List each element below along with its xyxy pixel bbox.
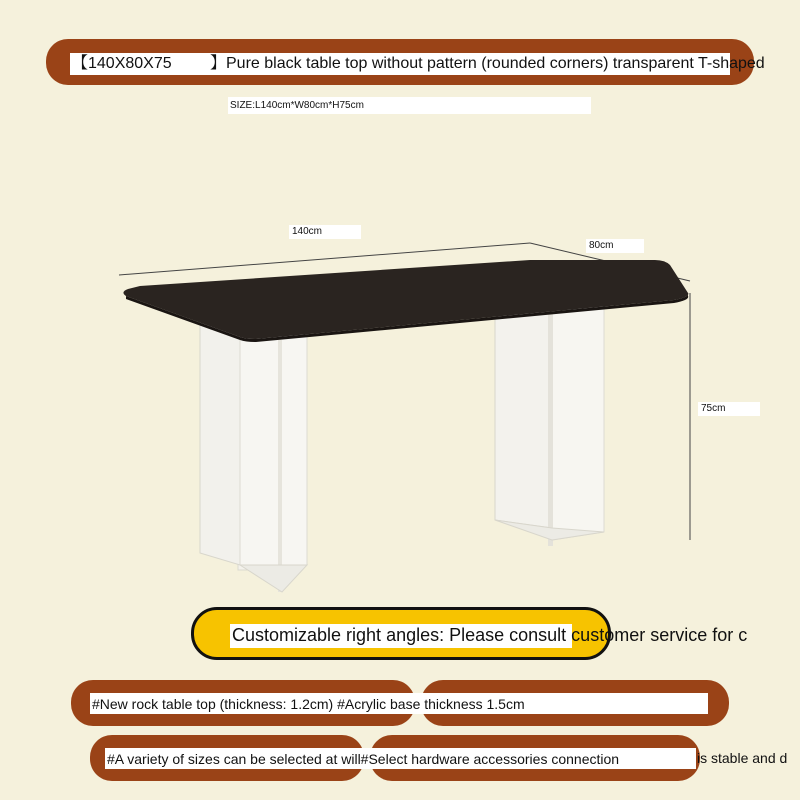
- feature-line-2-part2: is stable and d: [697, 751, 788, 766]
- custom-banner-text: Customizable right angles: Please consult customer service for c: [230, 624, 800, 648]
- size-line: SIZE:L140cm*W80cm*H75cm: [228, 97, 591, 114]
- header-description: 】Pure black table top without pattern (rounded corners) transparent T-shaped: [208, 53, 800, 75]
- feature-line-1: #New rock table top (thickness: 1.2cm) #Acrylic base thickness 1.5cm: [90, 693, 708, 714]
- width-label: 80cm: [586, 239, 644, 253]
- feature-line-2-part1: #A variety of sizes can be selected at will#Select hardware accessories connection: [105, 748, 696, 769]
- length-label: 140cm: [289, 225, 361, 239]
- height-label: 75cm: [698, 402, 760, 416]
- size-code-label: 【140X80X75: [70, 53, 208, 75]
- left-acrylic-leg: [200, 318, 307, 592]
- right-acrylic-leg: [495, 304, 604, 546]
